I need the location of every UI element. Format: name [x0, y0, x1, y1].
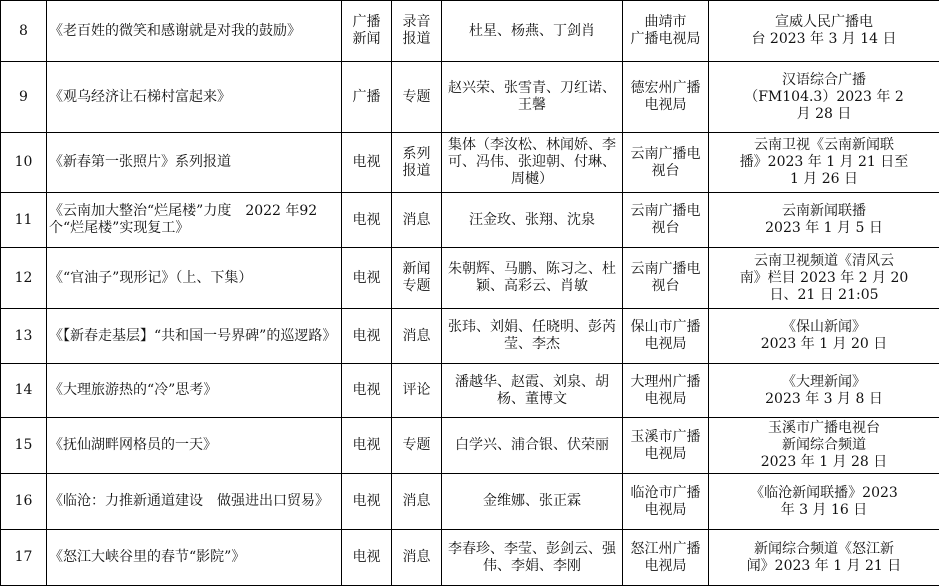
authors: 汪金玫、张翔、沈泉	[444, 212, 620, 229]
work-title-cell	[47, 309, 342, 364]
submitting-unit-cell	[623, 133, 709, 193]
row-number-cell	[1, 193, 47, 248]
authors: 杜星、杨燕、丁剑肖	[444, 23, 620, 40]
work-title: 《老百姓的微笑和感谢就是对我的鼓励》	[49, 23, 339, 40]
media-type-cell	[342, 474, 392, 530]
submitting-unit: 怒江州广播 电视局	[625, 541, 706, 575]
genre: 消息	[394, 549, 439, 566]
authors-cell	[442, 248, 623, 309]
genre: 消息	[394, 328, 439, 345]
publication-info: 《大理新闻》 2023 年 3 月 8 日	[711, 374, 937, 408]
work-title: 《【新春走基层】“共和国一号界碑”的巡逻路》	[49, 328, 339, 345]
table-row	[1, 1, 939, 62]
authors: 李春珍、李莹、彭剑云、强伟、李娟、李刚	[444, 541, 620, 575]
submitting-unit-cell	[623, 62, 709, 133]
genre-cell	[392, 309, 442, 364]
media-type: 电视	[344, 437, 389, 454]
submitting-unit-cell	[623, 248, 709, 309]
work-title: 《观乌经济让石梯村富起来》	[49, 89, 339, 106]
work-title: 《大理旅游热的“冷”思考》	[49, 382, 339, 399]
publication-info: 新闻综合频道《怒江新 闻》2023 年 1 月 21 日	[711, 541, 937, 575]
submitting-unit-cell	[623, 474, 709, 530]
submitting-unit: 云南广播电 视台	[625, 146, 706, 180]
row-number: 14	[3, 382, 44, 399]
publication-info-cell	[709, 309, 939, 364]
publication-info: 宣威人民广播电 台 2023 年 3 月 14 日	[711, 14, 937, 48]
row-number-cell	[1, 133, 47, 193]
work-title: 《新春第一张照片》系列报道	[49, 154, 339, 171]
authors-cell	[442, 133, 623, 193]
row-number: 9	[3, 89, 44, 106]
submitting-unit: 德宏州广播 电视局	[625, 80, 706, 114]
work-title: 《云南加大整治“烂尾楼”力度 2022 年92 个“烂尾楼”实现复工》	[49, 203, 339, 237]
authors-cell	[442, 364, 623, 418]
submitting-unit-cell	[623, 1, 709, 62]
work-title: 《怒江大峡谷里的春节“影院”》	[49, 549, 339, 566]
media-type-cell	[342, 62, 392, 133]
publication-info: 《临沧新闻联播》2023 年 3 月 16 日	[711, 485, 937, 519]
genre-cell	[392, 248, 442, 309]
table-row	[1, 530, 939, 586]
row-number-cell	[1, 62, 47, 133]
media-type-cell	[342, 133, 392, 193]
publication-info: 《保山新闻》 2023 年 1 月 20 日	[711, 319, 937, 353]
row-number: 12	[3, 270, 44, 287]
media-type: 广播 新闻	[344, 14, 389, 48]
submitting-unit: 临沧市广播 电视局	[625, 485, 706, 519]
media-type-cell	[342, 1, 392, 62]
work-title-cell	[47, 62, 342, 133]
media-type: 电视	[344, 493, 389, 510]
row-number: 8	[3, 23, 44, 40]
table-row	[1, 248, 939, 309]
work-title-cell	[47, 193, 342, 248]
genre: 专题	[394, 437, 439, 454]
authors-cell	[442, 193, 623, 248]
table-row	[1, 193, 939, 248]
media-type-cell	[342, 193, 392, 248]
genre-cell	[392, 1, 442, 62]
work-title: 《临沧：力推新通道建设 做强进出口贸易》	[49, 493, 339, 510]
work-title-cell	[47, 530, 342, 586]
genre: 系列 报道	[394, 146, 439, 180]
authors: 白学兴、浦合银、伏荣丽	[444, 437, 620, 454]
media-type: 广播	[344, 89, 389, 106]
table-row	[1, 62, 939, 133]
table-row	[1, 133, 939, 193]
genre-cell	[392, 474, 442, 530]
row-number-cell	[1, 1, 47, 62]
publication-info-cell	[709, 248, 939, 309]
media-type-cell	[342, 364, 392, 418]
row-number-cell	[1, 418, 47, 474]
row-number: 13	[3, 328, 44, 345]
work-title-cell	[47, 474, 342, 530]
row-number-cell	[1, 364, 47, 418]
publication-info-cell	[709, 364, 939, 418]
genre: 消息	[394, 212, 439, 229]
genre-cell	[392, 418, 442, 474]
work-title: 《“官油子”现形记》（上、下集）	[49, 270, 339, 287]
genre-cell	[392, 133, 442, 193]
work-title-cell	[47, 1, 342, 62]
authors: 金维娜、张正霖	[444, 493, 620, 510]
publication-info: 汉语综合广播 （FM104.3）2023 年 2 月 28 日	[711, 72, 937, 123]
genre: 新闻 专题	[394, 261, 439, 295]
media-type-cell	[342, 530, 392, 586]
row-number: 15	[3, 437, 44, 454]
publication-info-cell	[709, 193, 939, 248]
media-type-cell	[342, 418, 392, 474]
row-number: 16	[3, 493, 44, 510]
genre-cell	[392, 364, 442, 418]
authors: 朱朝辉、马鹏、陈习之、杜颖、高彩云、肖敏	[444, 261, 620, 295]
authors-cell	[442, 62, 623, 133]
publication-info-cell	[709, 62, 939, 133]
submitting-unit: 云南广播电 视台	[625, 203, 706, 237]
submitting-unit-cell	[623, 364, 709, 418]
submitting-unit: 曲靖市 广播电视局	[625, 14, 706, 48]
publication-info: 玉溪市广播电视台 新闻综合频道 2023 年 1 月 28 日	[711, 420, 937, 471]
row-number: 11	[3, 212, 44, 229]
table-row	[1, 364, 939, 418]
row-number: 10	[3, 154, 44, 171]
table-row	[1, 309, 939, 364]
genre: 评论	[394, 382, 439, 399]
row-number: 17	[3, 549, 44, 566]
submitting-unit-cell	[623, 193, 709, 248]
authors-cell	[442, 418, 623, 474]
submitting-unit: 保山市广播 电视局	[625, 319, 706, 353]
authors: 集体（李汝松、林闻娇、李可、冯伟、张迎朝、付琳、周樾）	[444, 137, 620, 188]
authors: 张玮、刘娟、任晓明、彭芮莹、李杰	[444, 319, 620, 353]
row-number-cell	[1, 309, 47, 364]
row-number-cell	[1, 474, 47, 530]
genre: 录音 报道	[394, 14, 439, 48]
genre: 消息	[394, 493, 439, 510]
publication-info: 云南卫视《云南新闻联 播》2023 年 1 月 21 日至 1 月 26 日	[711, 137, 937, 188]
media-type: 电视	[344, 270, 389, 287]
submitting-unit-cell	[623, 418, 709, 474]
media-type: 电视	[344, 154, 389, 171]
publication-info-cell	[709, 418, 939, 474]
submitting-unit: 玉溪市广播 电视局	[625, 429, 706, 463]
row-number-cell	[1, 530, 47, 586]
genre-cell	[392, 193, 442, 248]
publication-info: 云南卫视频道《清风云 南》栏目 2023 年 2 月 20 日、21 日 21:05	[711, 253, 937, 304]
submitting-unit: 云南广播电 视台	[625, 261, 706, 295]
authors-cell	[442, 530, 623, 586]
publication-info-cell	[709, 474, 939, 530]
publication-info-cell	[709, 133, 939, 193]
submitting-unit: 大理州广播 电视局	[625, 374, 706, 408]
award-table-body	[1, 1, 939, 586]
authors-cell	[442, 1, 623, 62]
media-type-cell	[342, 248, 392, 309]
genre-cell	[392, 530, 442, 586]
media-type: 电视	[344, 382, 389, 399]
authors: 赵兴荣、张雪青、刀红诺、王馨	[444, 80, 620, 114]
publication-info: 云南新闻联播 2023 年 1 月 5 日	[711, 203, 937, 237]
submitting-unit-cell	[623, 530, 709, 586]
genre-cell	[392, 62, 442, 133]
authors-cell	[442, 474, 623, 530]
media-type: 电视	[344, 212, 389, 229]
work-title-cell	[47, 418, 342, 474]
genre: 专题	[394, 89, 439, 106]
work-title-cell	[47, 364, 342, 418]
work-title-cell	[47, 133, 342, 193]
publication-info-cell	[709, 1, 939, 62]
table-row	[1, 418, 939, 474]
work-title-cell	[47, 248, 342, 309]
submitting-unit-cell	[623, 309, 709, 364]
media-type-cell	[342, 309, 392, 364]
media-type: 电视	[344, 549, 389, 566]
media-type: 电视	[344, 328, 389, 345]
authors: 潘越华、赵霞、刘泉、胡杨、董博文	[444, 374, 620, 408]
authors-cell	[442, 309, 623, 364]
publication-info-cell	[709, 530, 939, 586]
row-number-cell	[1, 248, 47, 309]
work-title: 《抚仙湖畔网格员的一天》	[49, 437, 339, 454]
table-row	[1, 474, 939, 530]
